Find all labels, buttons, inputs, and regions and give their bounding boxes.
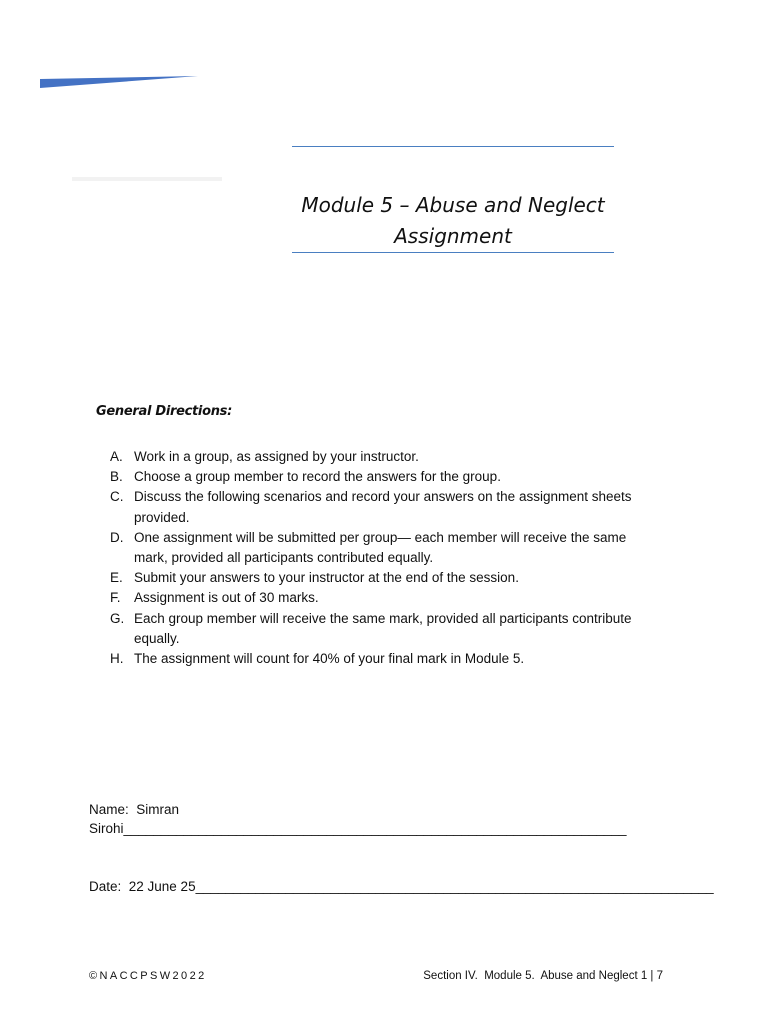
list-item xyxy=(110,649,660,669)
directions-list xyxy=(110,447,660,669)
list-item xyxy=(110,487,660,527)
list-item xyxy=(110,528,660,568)
title-line-1: Module 5 – Abuse and Neglect xyxy=(301,193,605,217)
list-item-text: The assignment will count for 40% of your final mark in Module 5. xyxy=(134,651,525,667)
list-item-text: Discuss the following scenarios and record your answers on the assignment sheets provided. xyxy=(134,489,632,525)
list-item-text: Submit your answers to your instructor at the end of the session. xyxy=(134,570,519,586)
list-item-text: Assignment is out of 30 marks. xyxy=(134,590,319,606)
footer-copyright: ©NACCPSW2022 xyxy=(89,970,207,982)
list-marker: E. xyxy=(110,570,123,586)
title-line-2: Assignment xyxy=(394,224,512,248)
page-title xyxy=(292,190,614,252)
title-rule-bottom xyxy=(292,252,614,253)
list-marker: A. xyxy=(110,449,123,464)
name-field-line-2: Sirohi___________________________________________________________________ xyxy=(89,821,627,836)
list-item xyxy=(110,588,660,608)
list-item xyxy=(110,609,660,649)
list-item-text: Work in a group, as assigned by your instructor. xyxy=(134,449,419,464)
list-item-text: Each group member will receive the same mark, provided all participants contribute equally. xyxy=(134,610,632,646)
list-item xyxy=(110,568,660,588)
list-item-text: One assignment will be submitted per group— each member will receive the same mark, provided all participants contributed equally. xyxy=(134,529,627,566)
list-marker: B. xyxy=(110,469,123,485)
name-field-line-1: Name: Simran xyxy=(89,802,180,817)
list-marker: H. xyxy=(110,651,124,667)
date-field-line: Date: 22 June 25_____________________________________________________________________ xyxy=(89,879,714,894)
faint-decoration xyxy=(72,176,222,182)
list-marker: G. xyxy=(110,610,125,626)
list-item xyxy=(110,467,660,487)
list-marker: C. xyxy=(110,489,124,505)
title-rule-top xyxy=(292,146,614,147)
list-item-text: Choose a group member to record the answers for the group. xyxy=(134,469,501,485)
footer-section-page: Section IV. Module 5. Abuse and Neglect 1 | 7 xyxy=(423,970,663,982)
directions-heading: General Directions: xyxy=(96,404,232,419)
list-marker: F. xyxy=(110,590,121,606)
list-item xyxy=(110,447,660,467)
corner-wedge-decoration xyxy=(40,76,198,89)
list-marker: D. xyxy=(110,529,124,545)
